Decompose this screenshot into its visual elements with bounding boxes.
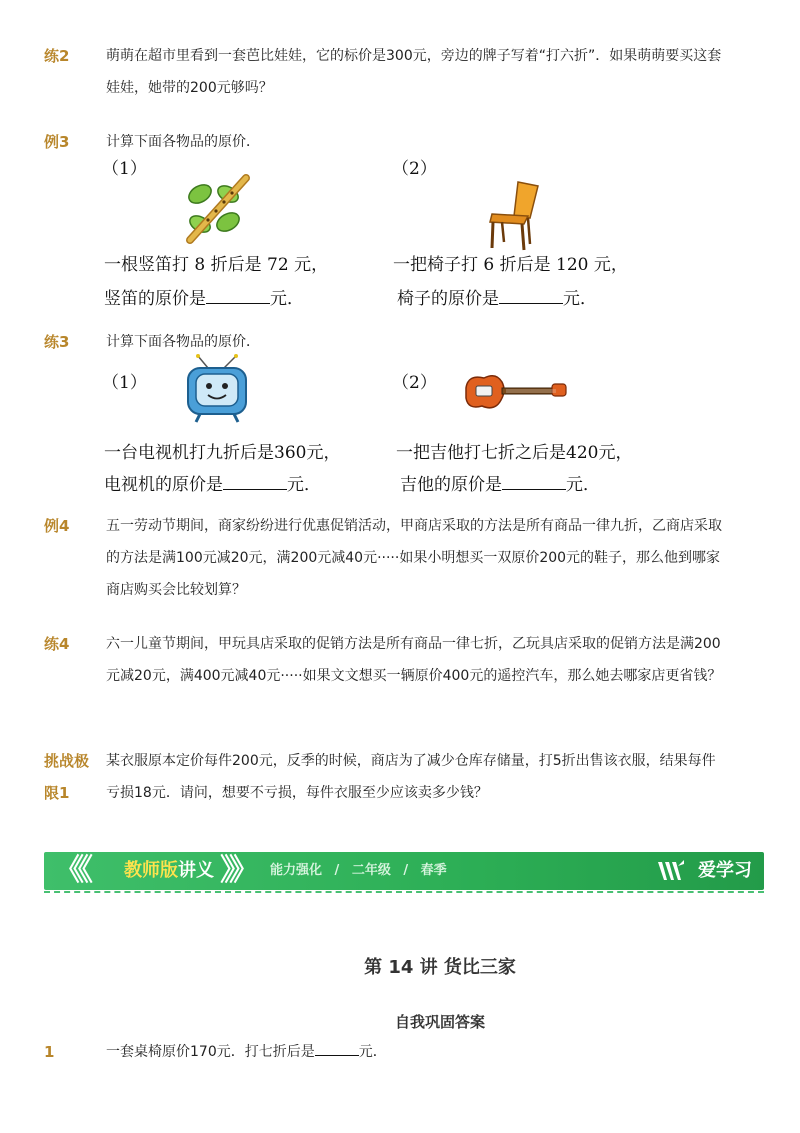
line-prefix: 电视机的原价是 — [104, 475, 223, 495]
line-prefix: 竖笛的原价是 — [104, 289, 206, 309]
item-text: 某衣服原本定价每件200元，反季的时候，商店为了减少仓库存储量，打5折出售该衣服，结果每件亏损18元．请问，想要不亏损，每件衣服至少应该卖多少钱？ — [106, 753, 716, 801]
sub-number: （2） — [392, 159, 437, 179]
answer-item-text — [106, 1036, 726, 1068]
chair-icon — [484, 180, 546, 252]
brand-logo-icon — [656, 858, 686, 884]
sub-number: （1） — [102, 159, 147, 179]
problem-line: 一把吉他打七折之后是420元， — [396, 443, 633, 463]
line-prefix: 一套桌椅原价170元．打七折后是 — [106, 1044, 315, 1060]
answer-blank[interactable] — [315, 1040, 359, 1056]
problem-line: 一台电视机打九折后是360元， — [104, 443, 341, 463]
chevron-left-icon: 《《 — [54, 853, 87, 888]
banner-title-a: 教师版 — [124, 860, 178, 881]
problem-answer-line — [104, 470, 321, 495]
chevron-right-icon: 》》 — [220, 853, 253, 888]
lecture-title: 第 14 讲 货比三家 — [364, 957, 516, 978]
banner-sub-separator: / — [403, 863, 409, 878]
line-suffix: 元． — [563, 289, 597, 309]
banner-sub-part: 春季 — [420, 863, 447, 878]
item-tag: 限1 — [44, 784, 70, 802]
banner-divider — [44, 891, 764, 893]
item-text: 萌萌在超市里看到一套芭比娃娃，它的标价是300元，旁边的牌子写着“打六折”．如果萌萌要买这套娃娃，她带的200元够吗？ — [106, 48, 722, 96]
sub-number: （1） — [102, 373, 147, 393]
sub-number: （2） — [392, 373, 437, 393]
answer-section-title: 自我巩固答案 — [394, 1013, 485, 1031]
line-suffix: 元． — [358, 1044, 387, 1060]
answer-blank[interactable] — [502, 472, 566, 490]
tv-icon — [184, 354, 250, 424]
item-text: 计算下面各物品的原价． — [106, 134, 260, 150]
problem-answer-line — [400, 470, 600, 495]
flute-icon — [178, 172, 254, 248]
item-text: 五一劳动节期间，商家纷纷进行优惠促销活动，甲商店采取的方法是所有商品一律九折，乙商店采取的方法是满100元减20元，满200元减40元·····如果小明想买一双原价200元的鞋子，那么他到哪家商店购买会比较划算？ — [106, 518, 722, 598]
answer-blank[interactable] — [499, 286, 563, 304]
banner-title-b: 讲义 — [178, 860, 214, 881]
banner-sub-part: 二年级 — [351, 863, 391, 878]
answer-item-number: 1 — [44, 1043, 55, 1061]
line-prefix: 椅子的原价是 — [397, 289, 499, 309]
item-tag: 练4 — [44, 635, 70, 653]
answer-blank[interactable] — [206, 286, 270, 304]
answer-blank[interactable] — [223, 472, 287, 490]
item-tag: 例4 — [44, 517, 70, 535]
banner-sub-separator: / — [334, 863, 340, 878]
line-suffix: 元． — [270, 289, 304, 309]
brand-name: 爱学习 — [698, 860, 752, 881]
item-tag: 挑战极 — [44, 752, 90, 770]
problem-answer-line — [397, 284, 597, 309]
item-text: 六一儿童节期间，甲玩具店采取的促销方法是所有商品一律七折，乙玩具店采取的促销方法是满200元减20元，满400元减40元·····如果文文想买一辆原价400元的遥控汽车，那么她去哪家店更省钱？ — [106, 636, 722, 684]
guitar-icon — [462, 368, 570, 416]
problem-line: 一根竖笛打 8 折后是 72 元， — [104, 255, 329, 275]
item-text: 计算下面各物品的原价． — [106, 334, 260, 350]
problem-answer-line — [104, 284, 304, 309]
line-suffix: 元． — [287, 475, 321, 495]
banner-title — [124, 852, 214, 890]
section-banner — [44, 852, 764, 890]
banner-sub-part: 能力强化 — [270, 863, 323, 878]
item-tag: 练3 — [44, 333, 70, 351]
item-tag: 练2 — [44, 47, 70, 65]
banner-subtitle — [266, 852, 451, 890]
line-suffix: 元． — [566, 475, 600, 495]
problem-line: 一把椅子打 6 折后是 120 元， — [393, 255, 628, 275]
item-tag: 例3 — [44, 133, 70, 151]
line-prefix: 吉他的原价是 — [400, 475, 502, 495]
